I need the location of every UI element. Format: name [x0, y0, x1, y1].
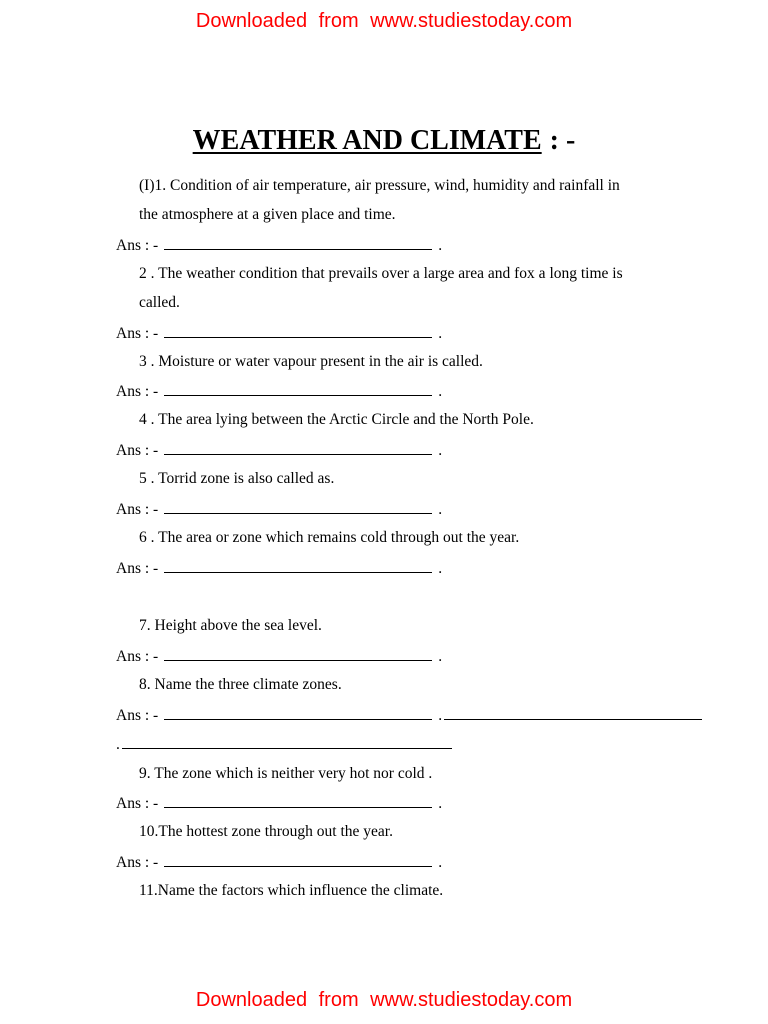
answer-dot: .: [438, 501, 443, 518]
answer-dot: .: [438, 560, 443, 577]
answer-10[interactable]: [116, 852, 442, 873]
answer-label: Ans : -: [116, 325, 159, 342]
answer-blank[interactable]: [164, 235, 432, 250]
answer-dot: .: [438, 237, 443, 254]
answer-2[interactable]: [116, 323, 442, 344]
answer-blank-2[interactable]: [444, 705, 702, 720]
answer-dot: .: [438, 648, 443, 665]
answer-blank-3[interactable]: [122, 734, 452, 749]
answer-label: Ans : -: [116, 795, 159, 812]
question-8: 8. Name the three climate zones.: [139, 676, 342, 693]
answer-blank[interactable]: [164, 440, 432, 455]
answer-label: Ans : -: [116, 237, 159, 254]
answer-blank[interactable]: [164, 646, 432, 661]
answer-label: Ans : -: [116, 383, 159, 400]
question-1-line-2: the atmosphere at a given place and time.: [139, 206, 396, 223]
answer-label: Ans : -: [116, 560, 159, 577]
answer-label: Ans : -: [116, 707, 159, 724]
question-9: 9. The zone which is neither very hot nor cold .: [139, 765, 433, 782]
question-7: 7. Height above the sea level.: [139, 617, 322, 634]
answer-dot: .: [438, 795, 443, 812]
answer-dot: .: [116, 736, 120, 753]
question-2-line-2: called.: [139, 294, 180, 311]
answer-dot: .: [438, 707, 443, 724]
answer-dot: .: [438, 442, 443, 459]
question-11: 11.Name the factors which influence the climate.: [139, 882, 444, 899]
answer-dot: .: [438, 325, 443, 342]
answer-blank[interactable]: [164, 323, 432, 338]
answer-3[interactable]: [116, 381, 442, 402]
question-10: 10.The hottest zone through out the year.: [139, 823, 393, 840]
answer-9[interactable]: [116, 793, 442, 814]
answer-label: Ans : -: [116, 854, 159, 871]
answer-blank[interactable]: [164, 381, 432, 396]
answer-1[interactable]: [116, 235, 442, 256]
answer-7[interactable]: [116, 646, 442, 667]
answer-dot: .: [438, 854, 443, 871]
answer-blank[interactable]: [164, 793, 432, 808]
question-1-line-1: (I)1. Condition of air temperature, air pressure, wind, humidity and rainfall in: [139, 177, 620, 194]
answer-6[interactable]: [116, 558, 442, 579]
answer-8[interactable]: [116, 705, 702, 726]
answer-label: Ans : -: [116, 442, 159, 459]
question-3: 3 . Moisture or water vapour present in the air is called.: [139, 353, 483, 370]
download-banner-top: Downloaded from www.studiestoday.com: [195, 10, 573, 32]
question-6: 6 . The area or zone which remains cold through out the year.: [139, 529, 520, 546]
answer-blank-1[interactable]: [164, 705, 432, 720]
question-4: 4 . The area lying between the Arctic Circle and the North Pole.: [139, 411, 534, 428]
answer-blank[interactable]: [164, 852, 432, 867]
question-2-line-1: 2 . The weather condition that prevails over a large area and fox a long time is: [139, 265, 623, 282]
answer-4[interactable]: [116, 440, 442, 461]
question-5: 5 . Torrid zone is also called as.: [139, 470, 335, 487]
download-banner-bottom: Downloaded from www.studiestoday.com: [195, 989, 573, 1011]
answer-blank[interactable]: [164, 499, 432, 514]
answer-blank[interactable]: [164, 558, 432, 573]
page-title-suffix: : -: [549, 125, 576, 156]
answer-label: Ans : -: [116, 648, 159, 665]
page-title: [0, 124, 768, 158]
answer-5[interactable]: [116, 499, 442, 520]
answer-8-continued[interactable]: [116, 734, 452, 755]
answer-dot: .: [438, 383, 443, 400]
answer-label: Ans : -: [116, 501, 159, 518]
page-title-main: WEATHER AND CLIMATE: [192, 125, 542, 156]
